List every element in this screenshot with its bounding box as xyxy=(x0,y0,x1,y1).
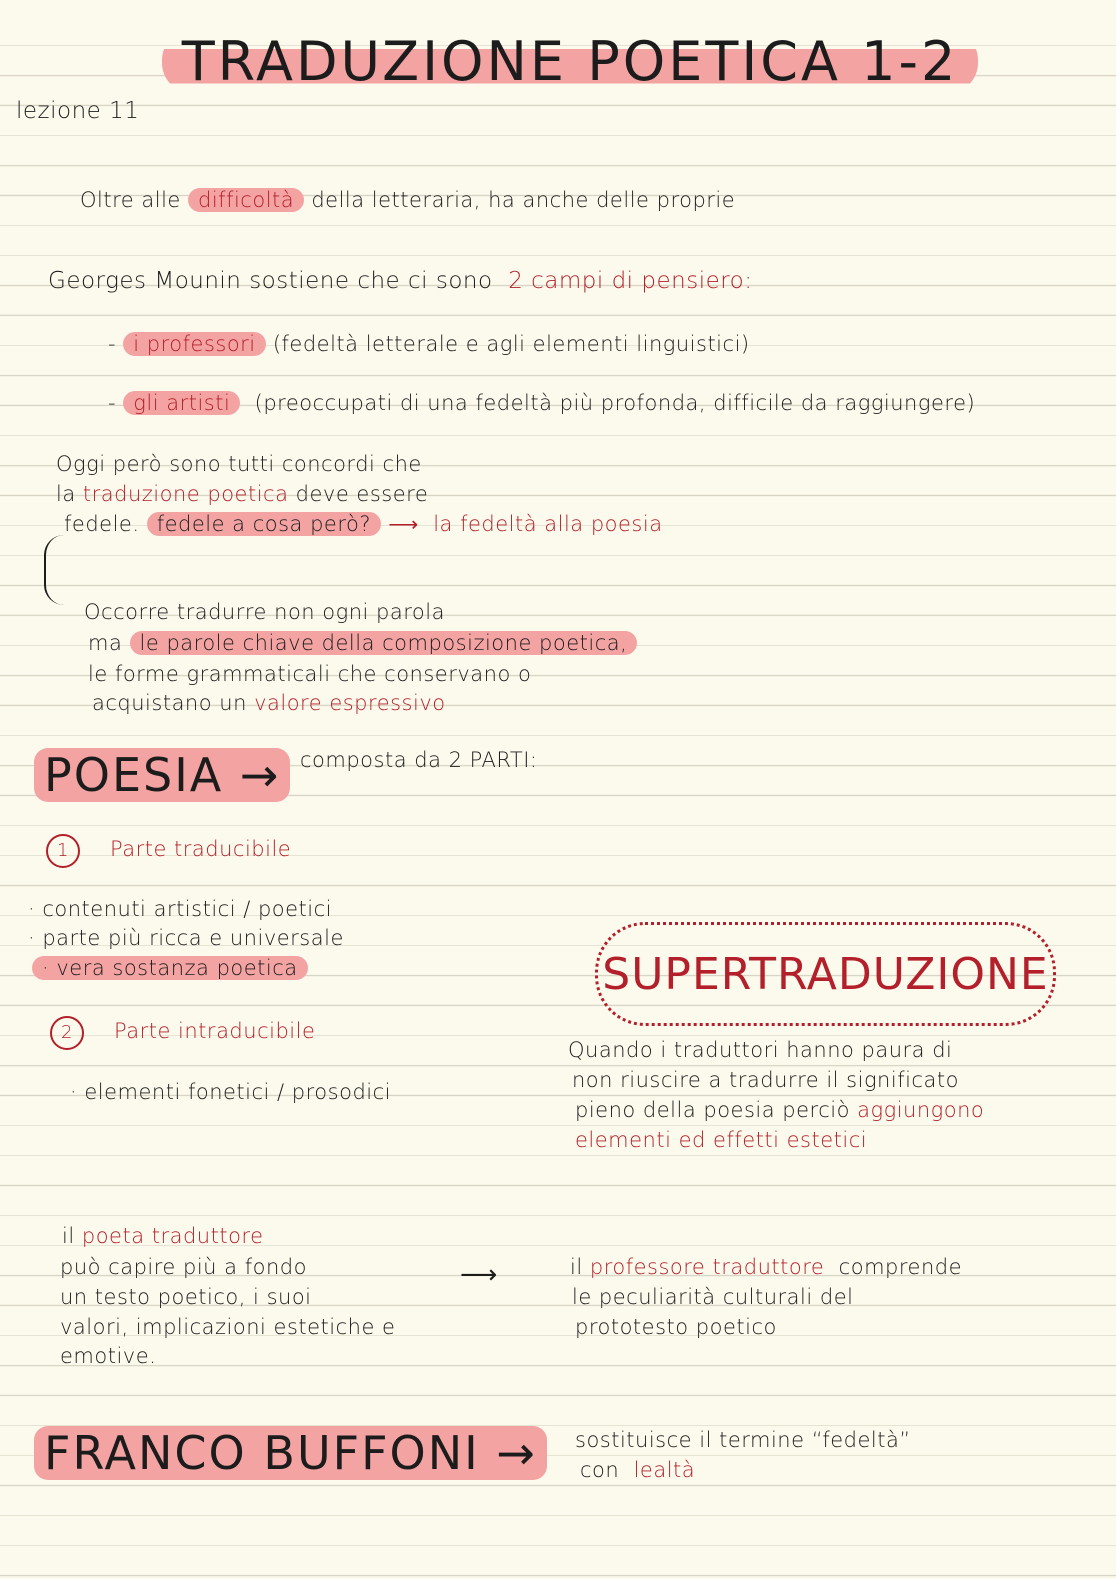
poeta-line-2: può capire più a fondo xyxy=(60,1255,307,1279)
lesson-label: lezione 11 xyxy=(16,98,140,124)
arrow-icon: ⟶ xyxy=(460,1260,498,1290)
intro-line: Oltre alle difficoltà della letteraria, ha anche delle proprie xyxy=(80,188,736,212)
arrow-icon: ⟶ xyxy=(388,512,419,536)
page-title: TRADUZIONE POETICA 1-2 xyxy=(160,30,980,93)
oggi-line-1: Oggi però sono tutti concordi che xyxy=(56,452,422,476)
poesia-heading: POESIA → xyxy=(34,748,290,802)
buffoni-line-2: con lealtà xyxy=(580,1458,696,1482)
camp-artisti: - gli artisti (preoccupati di una fedeltà più profonda, difficile da raggiungere) xyxy=(108,391,976,415)
poeta-line-5: emotive. xyxy=(60,1344,157,1368)
occorre-line-1: Occorre tradurre non ogni parola xyxy=(84,600,445,624)
part1-item: · contenuti artistici / poetici xyxy=(28,897,333,921)
super-line-4: elementi ed effetti estetici xyxy=(575,1128,868,1152)
camp-professori: - i professori (fedeltà letterale e agli elementi linguistici) xyxy=(108,332,750,356)
part1-item-highlight: · vera sostanza poetica xyxy=(32,956,308,980)
super-line-3: pieno della poesia perciò aggiungono xyxy=(575,1098,985,1122)
part2-item: · elementi fonetici / prosodici xyxy=(70,1080,391,1104)
occorre-line-2: ma le parole chiave della composizione poetica, xyxy=(88,631,637,655)
part1-item: · parte più ricca e universale xyxy=(28,926,344,950)
poeta-line-1: il poeta traduttore xyxy=(62,1224,264,1248)
super-line-1: Quando i traduttori hanno paura di xyxy=(568,1038,953,1062)
bracket-connector xyxy=(44,535,70,605)
part2-heading: 2 Parte intraducibile xyxy=(50,1016,315,1050)
mounin-line: Georges Mounin sostiene che ci sono 2 campi di pensiero: xyxy=(48,268,753,294)
poesia-desc: composta da 2 PARTI: xyxy=(300,748,538,772)
buffoni-line-1: sostituisce il termine “fedeltà” xyxy=(575,1428,911,1452)
part1-heading: 1 Parte traducibile xyxy=(46,834,291,868)
supertraduzione-box: SUPERTRADUZIONE xyxy=(595,922,1056,1026)
poeta-line-4: valori, implicazioni estetiche e xyxy=(60,1315,396,1339)
buffoni-heading: FRANCO BUFFONI → xyxy=(34,1426,547,1480)
prof-line-3: prototesto poetico xyxy=(575,1315,777,1339)
occorre-line-4: acquistano un valore espressivo xyxy=(92,691,446,715)
prof-line-1: il professore traduttore comprende xyxy=(570,1255,963,1279)
poeta-line-3: un testo poetico, i suoi xyxy=(60,1285,312,1309)
occorre-line-3: le forme grammaticali che conservano o xyxy=(88,662,532,686)
prof-line-2: le peculiarità culturali del xyxy=(572,1285,854,1309)
oggi-line-2: la traduzione poetica deve essere xyxy=(56,482,429,506)
super-line-2: non riuscire a tradurre il significato xyxy=(572,1068,959,1092)
oggi-line-3: fedele. fedele a cosa però? ⟶ la fedeltà alla poesia xyxy=(64,512,663,536)
